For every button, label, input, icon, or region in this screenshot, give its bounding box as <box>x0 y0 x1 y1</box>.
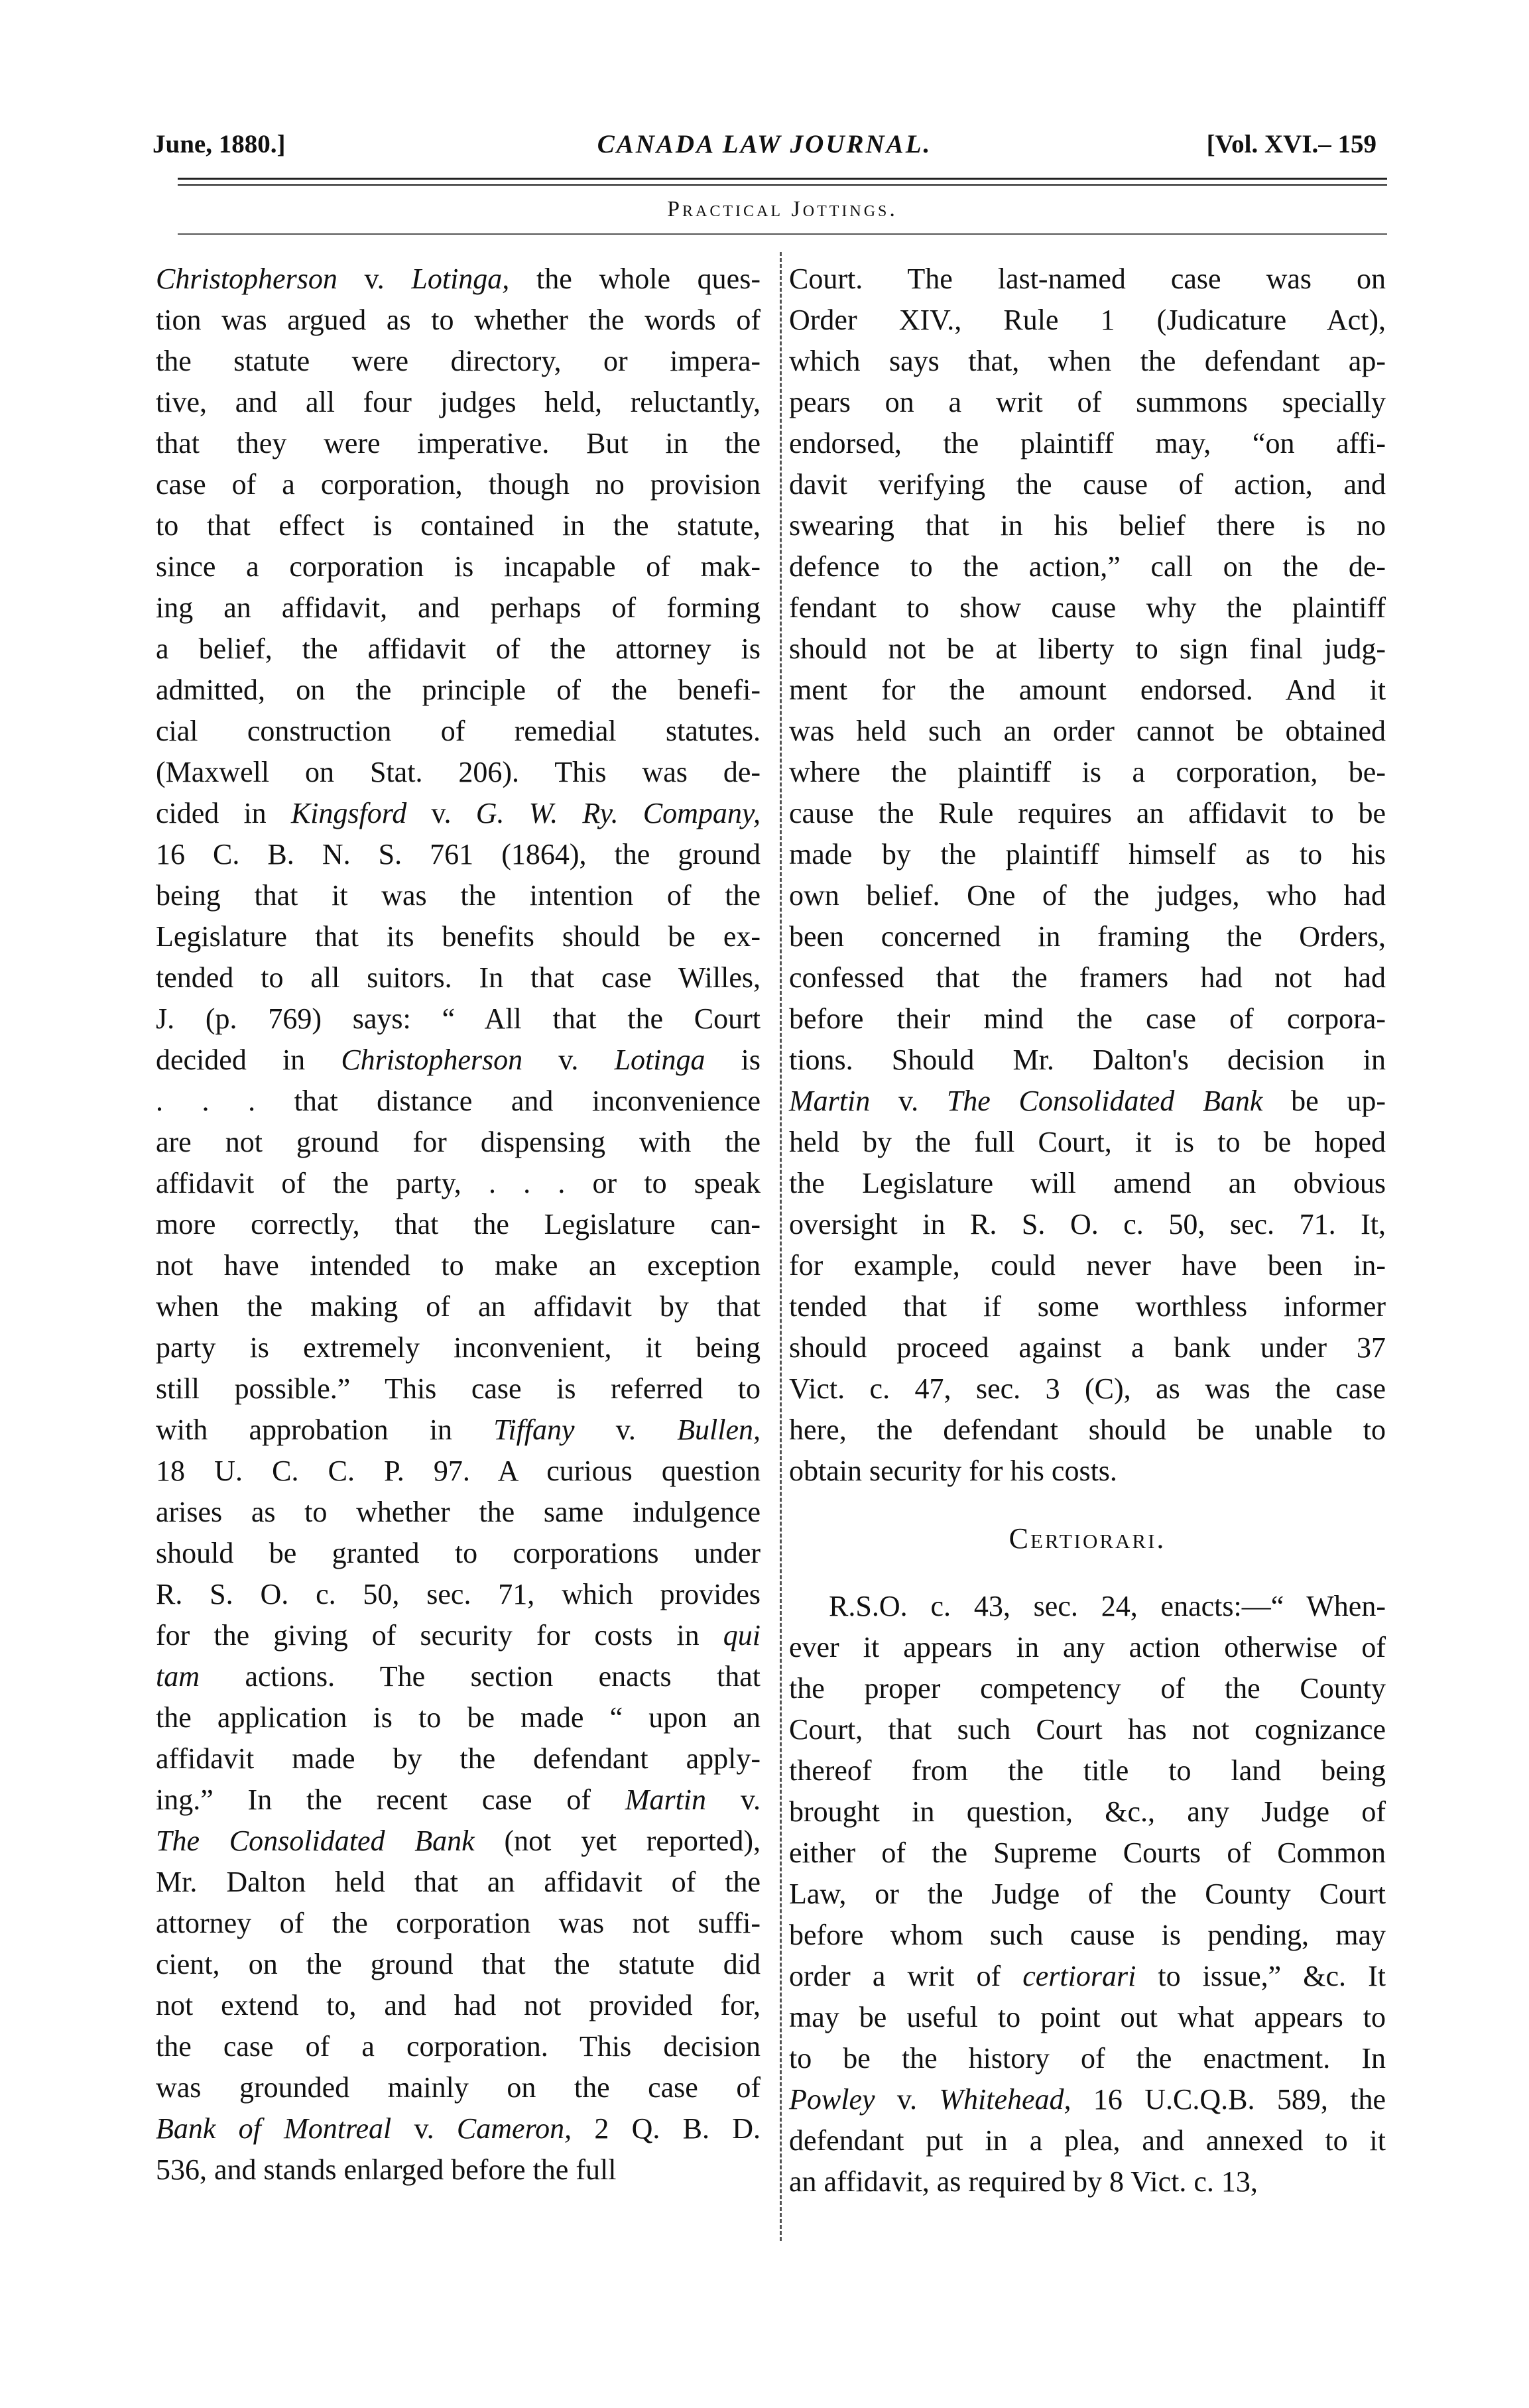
text-run: 16 C. B. N. S. 761 (1864), the ground <box>156 838 761 871</box>
text-run: for the giving of security for costs in <box>156 1619 723 1652</box>
italic-text: qui <box>723 1619 761 1652</box>
italic-text: Powley <box>789 2083 875 2116</box>
text-line <box>156 464 761 505</box>
text-line <box>789 998 1386 1040</box>
text-run: party is extremely inconvenient, it being <box>156 1331 761 1364</box>
text-line <box>156 1779 761 1821</box>
text-line <box>156 793 761 834</box>
text-run: 18 U. C. C. P. 97. A curious question <box>156 1455 761 1487</box>
text-line <box>156 957 761 998</box>
text-run: the application is to be made “ upon an <box>156 1701 761 1734</box>
text-run: ever it appears in any action otherwise of <box>789 1631 1386 1663</box>
text-line <box>789 259 1386 300</box>
text-run: Court. The last-named case was on <box>789 263 1386 295</box>
italic-text: Whitehead, <box>939 2083 1071 2116</box>
italic-text: The Consolidated Bank <box>156 1825 475 1857</box>
italic-text: Bank of Montreal <box>156 2112 392 2145</box>
text-run: was grounded mainly on the case of <box>156 2071 761 2104</box>
volume-page-number: [Vol. XVI.– 159 <box>1206 130 1376 158</box>
text-run: order a writ of <box>789 1960 1023 1992</box>
text-line <box>789 1451 1386 1492</box>
text-run: may be useful to point out what appears to <box>789 2001 1386 2033</box>
text-run: cient, on the ground that the statute did <box>156 1948 761 1980</box>
text-run: with approbation in <box>156 1414 494 1446</box>
text-run: case of a corporation, though no provision <box>156 468 761 501</box>
text-line <box>789 546 1386 587</box>
text-run: defence to the action,” call on the de- <box>789 550 1386 583</box>
text-line <box>156 1122 761 1163</box>
italic-text: G. W. Ry. Company, <box>475 797 761 829</box>
text-run: swearing that in his belief there is no <box>789 509 1386 542</box>
text-run: affidavit of the party, . . . or to speak <box>156 1167 761 1199</box>
italic-text: Christopherson <box>341 1044 523 1076</box>
text-run: v. <box>522 1044 615 1076</box>
text-run: cided in <box>156 797 291 829</box>
text-line <box>156 1533 761 1574</box>
text-line <box>789 2120 1386 2161</box>
italic-text: Bullen, <box>677 1414 761 1446</box>
text-line <box>156 670 761 711</box>
italic-text: Lotinga, <box>411 263 510 295</box>
text-line <box>156 1204 761 1245</box>
text-run: admitted, on the principle of the benefi- <box>156 674 761 706</box>
text-line <box>789 1750 1386 1791</box>
running-head <box>153 129 1376 169</box>
text-run: Law, or the Judge of the County Court <box>789 1878 1386 1910</box>
text-line <box>789 1874 1386 1915</box>
text-run: tended to all suitors. In that case Willes, <box>156 961 761 994</box>
text-line <box>156 1081 761 1122</box>
text-run: Vict. c. 47, sec. 3 (C), as was the case <box>789 1372 1386 1405</box>
text-line <box>789 1791 1386 1833</box>
text-line <box>156 2067 761 2108</box>
text-line <box>156 1163 761 1204</box>
text-run: should not be at liberty to sign final judg- <box>789 632 1386 665</box>
text-run: ing.” In the recent case of <box>156 1783 625 1816</box>
text-run: confessed that the framers had not had <box>789 961 1386 994</box>
text-run: attorney of the corporation was not suffi- <box>156 1907 761 1939</box>
text-run: fendant to show cause why the plaintiff <box>789 591 1386 624</box>
section-rule <box>178 233 1387 235</box>
text-line <box>156 587 761 629</box>
text-run: (Maxwell on Stat. 206). This was de- <box>156 756 761 788</box>
text-line <box>156 1451 761 1492</box>
text-run: v. <box>706 1783 761 1816</box>
header-rule-bottom <box>178 184 1387 186</box>
text-run: before their mind the case of corpora- <box>789 1002 1386 1035</box>
certiorari-heading: Certiorari. <box>1009 1522 1166 1555</box>
text-run: was held such an order cannot be obtained <box>789 715 1386 747</box>
text-line <box>789 1709 1386 1750</box>
text-line <box>156 875 761 916</box>
italic-text: The Consolidated Bank <box>946 1085 1263 1117</box>
text-run: more correctly, that the Legislature can- <box>156 1208 761 1240</box>
text-line <box>789 341 1386 382</box>
text-line <box>156 1615 761 1656</box>
text-run: cause the Rule requires an affidavit to be <box>789 797 1386 829</box>
text-run: should be granted to corporations under <box>156 1537 761 1569</box>
text-run: v. <box>875 2083 940 2116</box>
text-run: to that effect is contained in the statute, <box>156 509 761 542</box>
text-run: brought in question, &c., any Judge of <box>789 1795 1386 1828</box>
text-run: which says that, when the defendant ap- <box>789 345 1386 377</box>
text-line <box>156 1410 761 1451</box>
spacer <box>789 1559 1386 1586</box>
text-run: Order XIV., Rule 1 (Judicature Act), <box>789 304 1386 336</box>
italic-text: Kingsford <box>290 797 407 829</box>
text-line <box>789 752 1386 793</box>
text-run: made by the plaintiff himself as to his <box>789 838 1386 871</box>
text-line <box>156 998 761 1040</box>
text-run: thereof from the title to land being <box>789 1754 1386 1787</box>
text-line <box>156 1656 761 1697</box>
text-line <box>156 1492 761 1533</box>
text-line <box>156 752 761 793</box>
text-line <box>156 1985 761 2026</box>
text-run: ing an affidavit, and perhaps of forming <box>156 591 761 624</box>
text-line <box>789 505 1386 546</box>
text-run: Legislature that its benefits should be ex- <box>156 920 761 953</box>
text-line <box>789 916 1386 957</box>
text-line <box>789 629 1386 670</box>
text-run: been concerned in framing the Orders, <box>789 920 1386 953</box>
text-line <box>789 1833 1386 1874</box>
text-line <box>789 423 1386 464</box>
text-run: before whom such cause is pending, may <box>789 1919 1386 1951</box>
text-run: v. <box>391 2112 457 2145</box>
text-line <box>156 259 761 300</box>
header-rule-top <box>178 178 1387 180</box>
text-line <box>156 300 761 341</box>
text-line <box>789 2161 1386 2202</box>
text-run: the proper competency of the County <box>789 1672 1386 1705</box>
italic-text: Martin <box>625 1783 707 1816</box>
text-line <box>156 2149 761 2191</box>
italic-text: Tiffany <box>493 1414 575 1446</box>
text-line <box>156 341 761 382</box>
text-run: not extend to, and had not provided for, <box>156 1989 761 2021</box>
text-line <box>789 1997 1386 2038</box>
text-run: Court, that such Court has not cognizance <box>789 1713 1386 1746</box>
text-line <box>789 1368 1386 1410</box>
text-run: the statute were directory, or impera- <box>156 345 761 377</box>
text-line <box>789 1956 1386 1997</box>
text-line <box>789 1163 1386 1204</box>
text-line <box>156 1697 761 1738</box>
text-run: that they were imperative. But in the <box>156 427 761 459</box>
text-line <box>156 916 761 957</box>
text-line <box>156 546 761 587</box>
text-line <box>156 2026 761 2067</box>
text-line <box>789 711 1386 752</box>
certiorari-text <box>789 1586 1386 2202</box>
text-line <box>156 834 761 875</box>
text-line <box>156 711 761 752</box>
text-run: not have intended to make an exception <box>156 1249 761 1282</box>
text-line <box>789 1327 1386 1368</box>
text-line <box>156 1903 761 1944</box>
text-line <box>789 2038 1386 2079</box>
text-run: to issue,” &c. It <box>1136 1960 1386 1992</box>
text-line <box>789 300 1386 341</box>
text-run: an affidavit, as required by 8 Vict. c. 13, <box>789 2165 1258 2198</box>
text-run: . . . that distance and inconvenience <box>156 1085 761 1117</box>
text-run: tion was argued as to whether the words of <box>156 304 761 336</box>
text-line <box>156 505 761 546</box>
text-line <box>789 1040 1386 1081</box>
text-run: the whole ques- <box>509 263 761 295</box>
text-line <box>789 1204 1386 1245</box>
text-run: davit verifying the cause of action, and <box>789 468 1386 501</box>
text-run: defendant put in a plea, and annexed to it <box>789 2124 1386 2157</box>
text-line <box>789 793 1386 834</box>
italic-text: Martin <box>789 1085 871 1117</box>
text-line <box>156 1862 761 1903</box>
section-title: Practical Jottings. <box>667 197 898 221</box>
text-run: still possible.” This case is referred to <box>156 1372 761 1405</box>
text-run: should proceed against a bank under 37 <box>789 1331 1386 1364</box>
text-run: being that it was the intention of the <box>156 879 761 912</box>
text-line <box>156 1738 761 1779</box>
text-line <box>156 1368 761 1410</box>
text-run: R.S.O. c. 43, sec. 24, enacts:—“ When- <box>829 1590 1386 1622</box>
text-line <box>789 670 1386 711</box>
text-run: arises as to whether the same indulgence <box>156 1496 761 1528</box>
right-column <box>789 259 1386 2202</box>
text-line <box>789 1668 1386 1709</box>
text-run: affidavit made by the defendant apply- <box>156 1742 761 1775</box>
italic-text: Cameron, <box>456 2112 572 2145</box>
issue-date: June, 1880.] <box>153 130 286 158</box>
text-line <box>156 629 761 670</box>
text-run: tended that if some worthless informer <box>789 1290 1386 1323</box>
text-run: (not yet reported), <box>474 1825 761 1857</box>
text-run: held by the full Court, it is to be hoped <box>789 1126 1386 1158</box>
right-column-text-continued <box>789 259 1386 1492</box>
text-line <box>789 1286 1386 1327</box>
text-run: are not ground for dispensing with the <box>156 1126 761 1158</box>
text-line <box>156 1040 761 1081</box>
text-line <box>789 382 1386 423</box>
text-run: cial construction of remedial statutes. <box>156 715 761 747</box>
text-run: ment for the amount endorsed. And it <box>789 674 1386 706</box>
text-run: pears on a writ of summons specially <box>789 386 1386 418</box>
text-run: v. <box>406 797 476 829</box>
text-line <box>789 1245 1386 1286</box>
column-divider <box>780 252 782 2241</box>
text-run: either of the Supreme Courts of Common <box>789 1836 1386 1869</box>
text-line <box>789 1122 1386 1163</box>
text-line <box>789 1915 1386 1956</box>
text-line <box>789 1627 1386 1668</box>
text-run: own belief. One of the judges, who had <box>789 879 1386 912</box>
text-run: tive, and all four judges held, reluctantly, <box>156 386 761 418</box>
text-run: for example, could never have been in- <box>789 1249 1386 1282</box>
text-line <box>156 2108 761 2149</box>
text-line <box>156 1327 761 1368</box>
text-run: decided in <box>156 1044 341 1076</box>
text-run: endorsed, the plaintiff may, “on affi- <box>789 427 1386 459</box>
text-run: oversight in R. S. O. c. 50, sec. 71. It, <box>789 1208 1386 1240</box>
text-run: 16 U.C.Q.B. 589, the <box>1071 2083 1386 2116</box>
text-line <box>156 1286 761 1327</box>
text-run: when the making of an affidavit by that <box>156 1290 761 1323</box>
text-run: obtain security for his costs. <box>789 1455 1117 1487</box>
text-run: where the plaintiff is a corporation, be- <box>789 756 1386 788</box>
text-run: v. <box>574 1414 678 1446</box>
text-run: the case of a corporation. This decision <box>156 2030 761 2063</box>
italic-text: Christopherson <box>156 263 337 295</box>
text-run: since a corporation is incapable of mak- <box>156 550 761 583</box>
text-line <box>789 834 1386 875</box>
text-run: v. <box>870 1085 947 1117</box>
text-run: is <box>705 1044 761 1076</box>
spacer <box>789 1492 1386 1518</box>
text-run: be up- <box>1262 1085 1386 1117</box>
text-line <box>789 464 1386 505</box>
text-run: 2 Q. B. D. <box>572 2112 761 2145</box>
italic-text: certiorari <box>1022 1960 1136 1992</box>
text-line <box>156 382 761 423</box>
text-run: J. (p. 769) says: “ All that the Court <box>156 1002 761 1035</box>
text-run: R. S. O. c. 50, sec. 71, which provides <box>156 1578 761 1610</box>
text-run: here, the defendant should be unable to <box>789 1414 1386 1446</box>
text-line <box>789 1410 1386 1451</box>
text-line <box>156 1821 761 1862</box>
text-line <box>789 875 1386 916</box>
text-run: the Legislature will amend an obvious <box>789 1167 1386 1199</box>
text-line <box>156 1944 761 1985</box>
text-line <box>156 1245 761 1286</box>
text-run: to be the history of the enactment. In <box>789 2042 1386 2075</box>
text-line <box>789 1081 1386 1122</box>
italic-text: tam <box>156 1660 200 1693</box>
text-line <box>156 1574 761 1615</box>
text-run: actions. The section enacts that <box>200 1660 761 1693</box>
journal-title: CANADA LAW JOURNAL. <box>597 130 932 158</box>
text-line <box>789 587 1386 629</box>
text-line <box>789 1586 1386 1627</box>
left-column <box>156 259 761 2191</box>
text-line <box>789 957 1386 998</box>
text-run: v. <box>337 263 412 295</box>
text-line <box>789 2079 1386 2120</box>
italic-text: Lotinga <box>614 1044 705 1076</box>
text-run: tions. Should Mr. Dalton's decision in <box>789 1044 1386 1076</box>
text-run: Mr. Dalton held that an affidavit of the <box>156 1866 761 1898</box>
text-line <box>156 423 761 464</box>
text-run: a belief, the affidavit of the attorney is <box>156 632 761 665</box>
text-run: 536, and stands enlarged before the full <box>156 2153 617 2186</box>
